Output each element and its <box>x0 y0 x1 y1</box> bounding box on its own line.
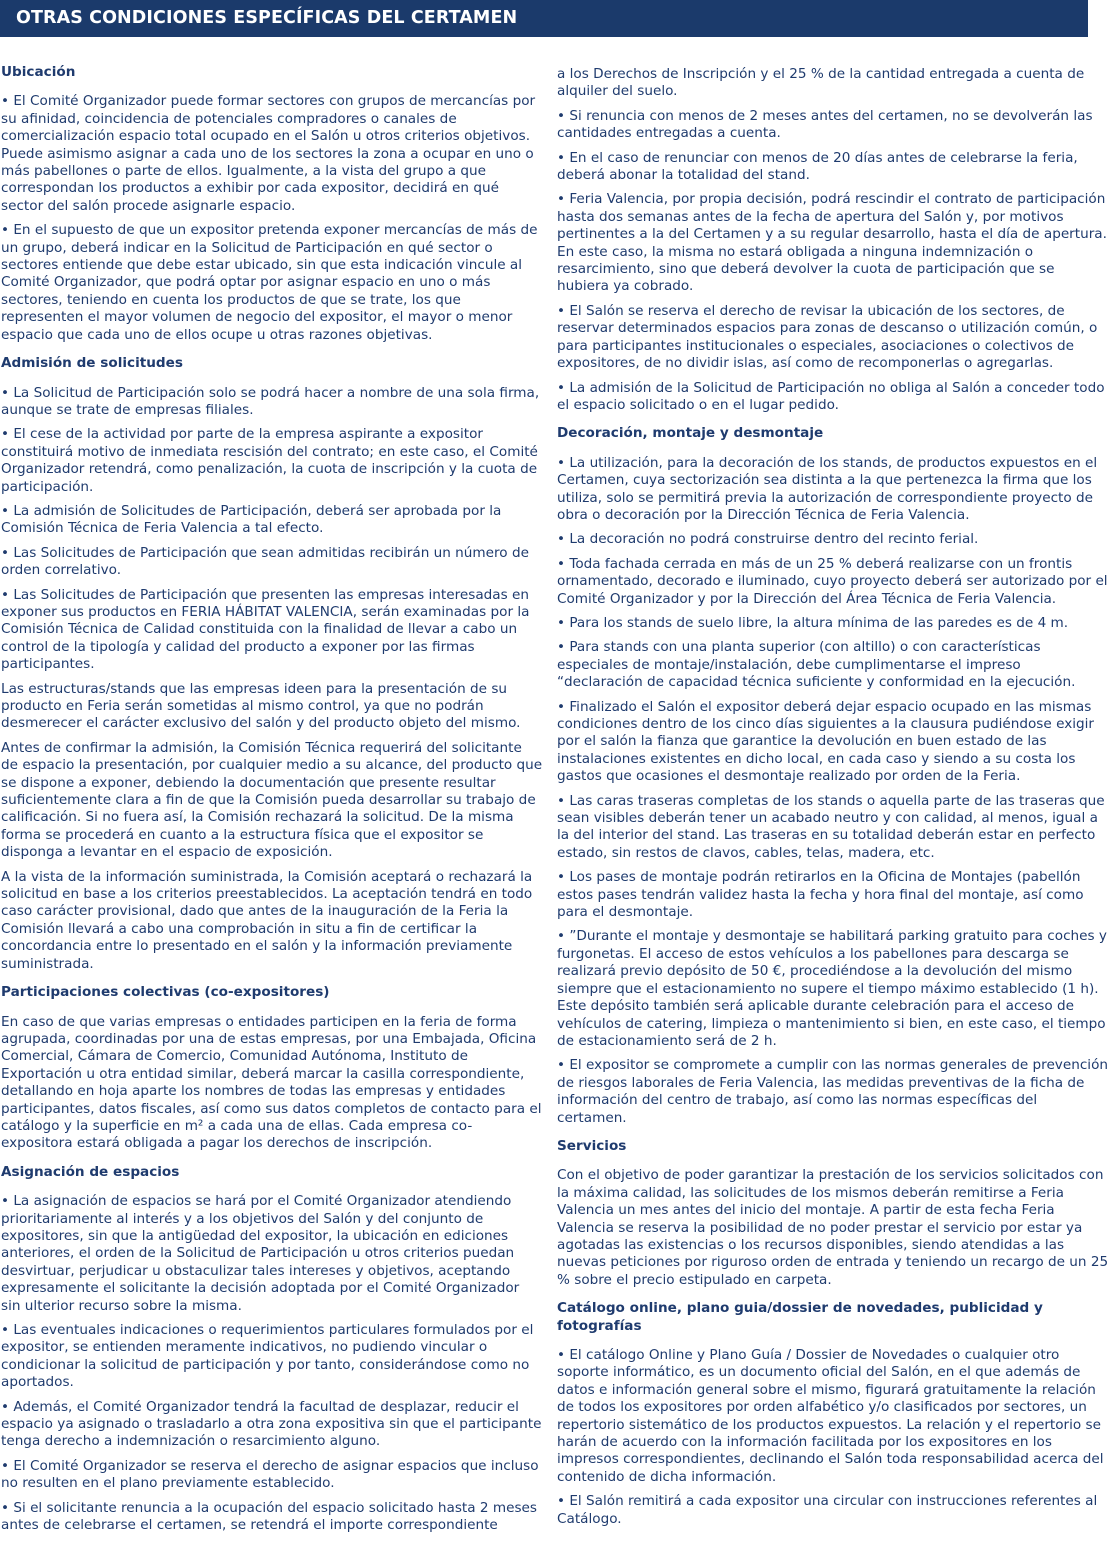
section-heading: Servicios <box>557 1137 627 1154</box>
paragraph: • El cese de la actividad por parte de la empresa aspirante a expositor constituirá motivo de inmediata rescisión del contrato; en este caso, el Comité Organizador retendrá, como penalización, la cuota de inscripción y la cuota de participación. <box>1 426 538 495</box>
section-header <box>0 0 1088 37</box>
paragraph: • Las Solicitudes de Participación que presenten las empresas interesadas en exponer sus productos en FERIA HÁBITAT VALENCIA, serán examinadas por la Comisión Técnica de Calidad constituida con la finalidad de llevar a cabo un control de la tipología y calidad del producto a exponer por las firmas participantes. <box>1 586 530 673</box>
paragraph: Antes de confirmar la admisión, la Comisión Técnica requerirá del solicitante de espacio la presentación, por cualquier medio a su alcance, del producto que se dispone a exponer, debiendo la documentación que presente resultar suficientemente clara a fin de que la Comisión pueda desarrollar su trabajo de calificación. Si no fuera así, la Comisión rechazará la solicitud. De la misma forma se procederá en cuanto a la estructura física que el expositor se disponga a levantar en el espacio de exposición. <box>1 739 543 861</box>
paragraph: • Para stands con una planta superior (con altillo) o con características especiales de montaje/instalación, debe cumplimentarse el impreso “declaración de capacidad técnica suficiente y conformidad en la ejecución. <box>557 639 1076 691</box>
paragraph: • Toda fachada cerrada en más de un 25 % deberá realizarse con un frontis ornamentado, decorado e iluminado, cuyo proyecto deberá ser autorizado por el Comité Organizador y por la Dirección del Área Técnica de Feria Valencia. <box>557 555 1108 607</box>
left-column <box>1 64 543 1541</box>
paragraph: • El catálogo Online y Plano Guía / Dossier de Novedades o cualquier otro soporte informático, es un documento oficial del Salón, en el que además de datos e información general sobre el mismo, figurará gratuitamente la relación de todos los expositores por orden alfabético y/o clasificados por sectores, un repertorio sistemático de los productos expuestos. La relación y el repertorio se harán de acuerdo con la información facilitada por los expositores en los impresos correspondientes, declinando el Salón toda responsabilidad acerca del contenido de dicha información. <box>557 1347 1104 1485</box>
right-column <box>557 66 1110 1535</box>
paragraph: • El Comité Organizador puede formar sectores con grupos de mercancías por su afinidad, coincidencia de potenciales compradores o canales de comercialización espacio total ocupado en el Salón u otros criterios objetivos. Puede asimismo asignar a cada uno de los sectores la zona a ocupar en uno o más pabellones o parte de ellos. Igualmente, a la vista del grupo a que correspondan los productos a exhibir por cada expositor, decidirá en qué sector del salón procede asignarle espacio. <box>1 93 536 214</box>
section-heading: Decoración, montaje y desmontaje <box>557 425 824 442</box>
paragraph: • La utilización, para la decoración de los stands, de productos expuestos en el Certamen, cuya sectorización sea distinta a la que pertenezca la firma que los utiliza, solo se permitirá previa la autorización de correspondiente proyecto de obra o decoración por la Dirección Técnica de Feria Valencia. <box>557 454 1098 523</box>
paragraph: • El Comité Organizador se reserva el derecho de asignar espacios que incluso no resulten en el plano previamente establecido. <box>1 1457 539 1492</box>
paragraph: • Además, el Comité Organizador tendrá la facultad de desplazar, reducir el espacio ya asignado o trasladarlo a otra zona expositiva sin que el participante tenga derecho a indemnización o resarcimiento alguno. <box>1 1398 542 1450</box>
paragraph: • El Salón remitirá a cada expositor una circular con instrucciones referentes al Catálogo. <box>557 1493 1098 1527</box>
page-title: OTRAS CONDICIONES ESPECÍFICAS DEL CERTAMEN <box>16 8 518 28</box>
paragraph: • En el caso de renunciar con menos de 20 días antes de celebrarse la feria, deberá abonar la totalidad del stand. <box>557 149 1078 184</box>
section-heading: Admisión de solicitudes <box>1 355 183 372</box>
paragraph: a los Derechos de Inscripción y el 25 % de la cantidad entregada a cuenta de alquiler del suelo. <box>557 66 1085 100</box>
paragraph: • Las Solicitudes de Participación que sean admitidas recibirán un número de orden correlativo. <box>1 544 529 579</box>
paragraph: • En el supuesto de que un expositor pretenda exponer mercancías de más de un grupo, deberá indicar en la Solicitud de Participación en qué sector o sectores entiende que debe estar ubicado, sin que esta indicación vincule al Comité Organizador, que podrá optar por asignar espacio en uno o más sectores, teniendo en cuenta los productos de que se trate, los que representen el mayor volumen de negocio del expositor, el mayor o menor espacio que cada uno de ellos ocupe u otras razones objetivas. <box>1 222 538 343</box>
paragraph: • Las eventuales indicaciones o requerimientos particulares formulados por el expositor, se entienden meramente indicativos, no pudiendo vincular o condicionar la solicitud de participación y por tanto, considerándose como no aportados. <box>1 1322 534 1391</box>
paragraph: • La Solicitud de Participación solo se podrá hacer a nombre de una sola firma, aunque se trate de empresas filiales. <box>1 384 540 418</box>
paragraph: En caso de que varias empresas o entidades participen en la feria de forma agrupada, coordinadas por una de estas empresas, por una Embajada, Oficina Comercial, Cámara de Comercio, Comunidad Autónoma, Instituto de Exportación u otra entidad similar, deberá marcar la casilla correspondiente, detallando en hoja aparte los nombres de todas las empresas y entidades participantes, datos fiscales, así como sus datos completos de contacto para el catálogo y la superficie en m² a cada una de ellas. Cada empresa co-expositora estará obligada a pagar los derechos de inscripción. <box>1 1013 542 1152</box>
paragraph: • El Salón se reserva el derecho de revisar la ubicación de los sectores, de reservar determinados espacios para zonas de descanso o utilización común, o para participantes institucionales o especiales, asociaciones o colectivos de expositores, de no dividir islas, así como de recomponerlas o agregarlas. <box>557 302 1098 372</box>
paragraph: A la vista de la información suministrada, la Comisión aceptará o rechazará la solicitud en base a los criterios preestablecidos. La aceptación tendrá en todo caso carácter provisional, dado que antes de la inauguración de la Feria la Comisión llevará a cabo una comprobación in situ a fin de certificar la concordancia entre lo presentado en el salón y la información previamente suministrada. <box>1 868 533 972</box>
section-heading: Participaciones colectivas (co-expositores) <box>1 984 330 1001</box>
paragraph: • La asignación de espacios se hará por el Comité Organizador atendiendo prioritariamente al interés y a los objetivos del Salón y del conjunto de expositores, sin que la antigüedad del expositor, la ubicación en ediciones anteriores, el orden de la Solicitud de Participación u otros criterios puedan desvirtuar, perjudicar u obstaculizar tales intereses y objetivos, aceptando expresamente el solicitante la decisión adoptada por el Comité Organizador sin ulterior recurso sobre la misma. <box>1 1193 520 1314</box>
paragraph: • La admisión de la Solicitud de Participación no obliga al Salón a conceder todo el espacio solicitado o en el lugar pedido. <box>557 379 1105 413</box>
section-heading: Ubicación <box>1 64 76 80</box>
paragraph: Con el objetivo de poder garantizar la prestación de los servicios solicitados con la máxima calidad, las solicitudes de los mismos deberán remitirse a Feria Valencia un mes antes del inicio del montaje. A partir de esta fecha Feria Valencia se reserva la posibilidad de no poder prestar el servicio por estar ya agotadas las existencias o los recursos disponibles, siendo atendidas a las nuevas peticiones por riguroso orden de entrada y teniendo un recargo de un 25 % sobre el precio estipulado en carpeta. <box>557 1167 1109 1288</box>
paragraph: • Para los stands de suelo libre, la altura mínima de las paredes es de 4 m. <box>557 614 1069 631</box>
paragraph: • La admisión de Solicitudes de Participación, deberá ser aprobada por la Comisión Técnica de Feria Valencia a tal efecto. <box>1 502 502 537</box>
paragraph: • Si renuncia con menos de 2 meses antes del certamen, no se devolverán las cantidades entregadas a cuenta. <box>557 107 1093 142</box>
paragraph: • El expositor se compromete a cumplir con las normas generales de prevención de riesgos laborales de Feria Valencia, las medidas preventivas de la ficha de información del centro de trabajo, así como las normas específicas del certamen. <box>557 1057 1109 1126</box>
paragraph: • Si el solicitante renuncia a la ocupación del espacio solicitado hasta 2 meses antes de celebrarse el certamen, se retendrá el importe correspondiente <box>1 1499 537 1534</box>
section-heading: Asignación de espacios <box>1 1163 180 1180</box>
paragraph: • Feria Valencia, por propia decisión, podrá rescindir el contrato de participación hasta dos semanas antes de la fecha de apertura del Salón y, por motivos pertinentes a la del Certamen y a su regular desarrollo, hasta el día de apertura. En este caso, la misma no estará obligada a ninguna indemnización o resarcimiento, sino que deberá devolver la cuota de participación que se hubiera ya cobrado. <box>557 191 1107 295</box>
paragraph: • Finalizado el Salón el expositor deberá dejar espacio ocupado en las mismas condiciones dentro de los cinco días siguientes a la clausura pudiéndose exigir por el salón la fianza que garantice la devolución en buen estado de las instalaciones existentes en dicho local, en cada caso y siendo a su costa los gastos que ocasiones el desmontaje realizado por orden de la Feria. <box>557 698 1095 785</box>
section-heading: Catálogo online, plano guia/dossier de novedades, publicidad y fotografías <box>557 1300 1043 1334</box>
paragraph: • La decoración no podrá construirse dentro del recinto ferial. <box>557 531 979 548</box>
paragraph: Las estructuras/stands que las empresas ideen para la presentación de su producto en Feria serán sometidas al mismo control, ya que no podrán desmerecer el carácter exclusivo del salón y del producto objeto del mismo. <box>1 680 521 732</box>
paragraph: • Las caras traseras completas de los stands o aquella parte de las traseras que sean visibles deberán tener un acabado neutro y con calidad, al menos, igual a la del interior del stand. Las traseras en su totalidad deberán estar en perfecto estado, sin restos de clavos, cables, telas, madera, etc. <box>557 792 1105 861</box>
paragraph: • ”Durante el montaje y desmontaje se habilitará parking gratuito para coches y furgonetas. El acceso de estos vehículos a los pabellones para descarga se realizará previo depósito de 50 €, procediéndose a la devolución del mismo siempre que el estacionamiento no supere el tiempo máximo establecido (1 h). Este depósito también será aplicable durante celebración para el acceso de vehículos de catering, limpieza o mantenimiento si bien, en este caso, el tiempo de estacionamiento será de 2 h. <box>557 928 1107 1049</box>
paragraph: • Los pases de montaje podrán retirarlos en la Oficina de Montajes (pabellón estos pases tendrán validez hasta la fecha y hora final del montaje, así como para el desmontaje. <box>557 869 1084 921</box>
